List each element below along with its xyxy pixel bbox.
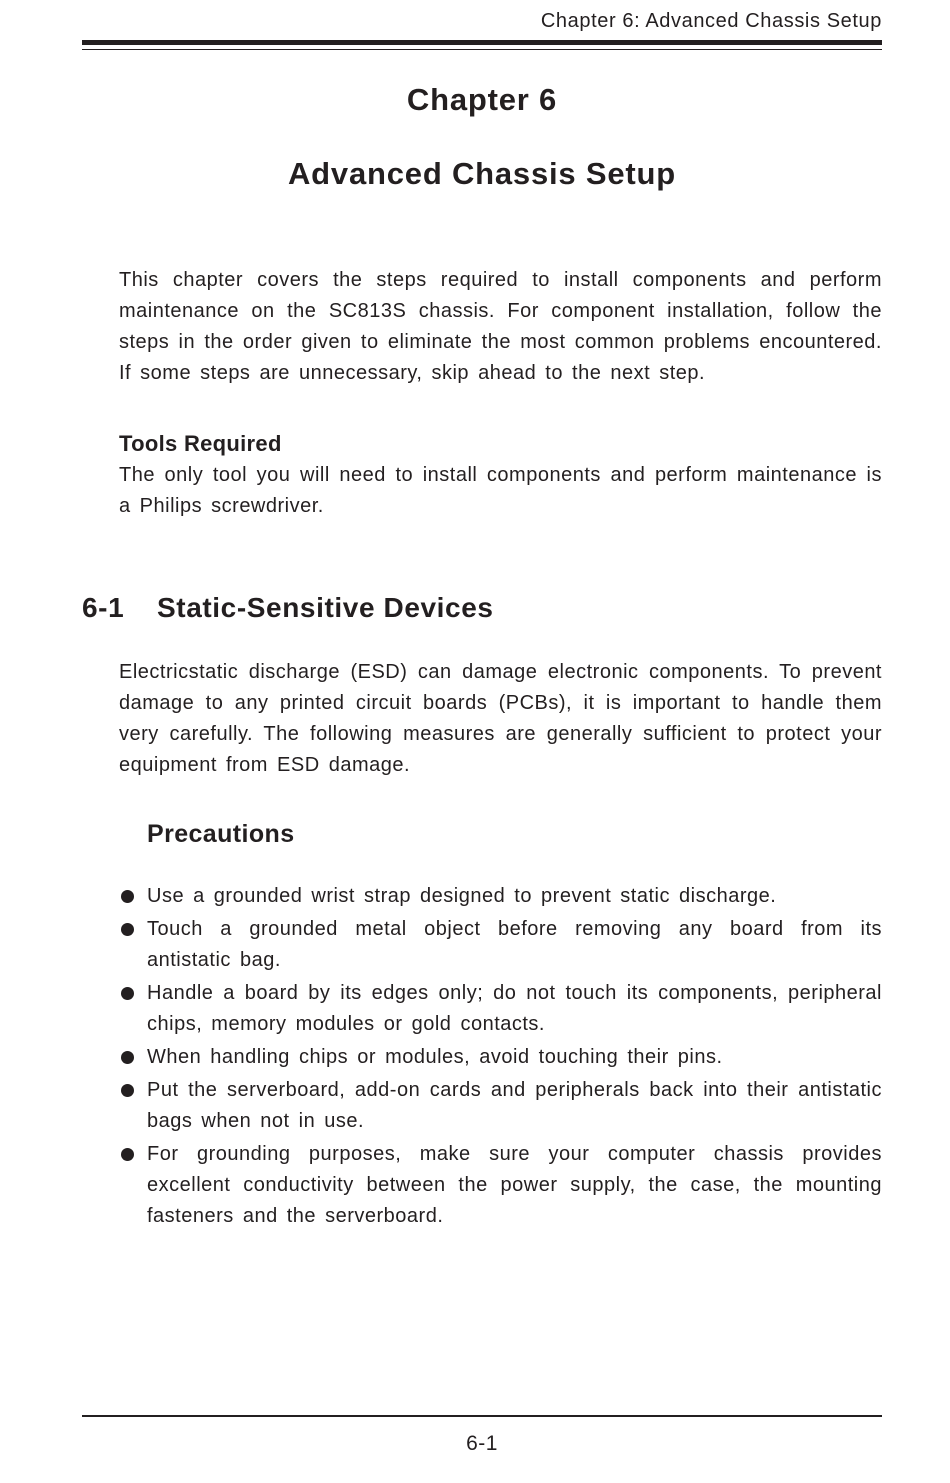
tools-heading: Tools Required: [119, 431, 282, 456]
section-heading: [82, 592, 494, 624]
list-item: [119, 1042, 882, 1073]
bullet-icon: [121, 987, 134, 1000]
intro-paragraph: This chapter covers the steps required to install components and perform maintenance on the SC813S chassis. For component installation, follow the steps in the order given to eliminate the most common problems encountered. If some steps are unnecessary, skip ahead to the next step.: [119, 269, 882, 384]
footer-rule: [82, 1415, 882, 1417]
header-rule-thin: [82, 49, 882, 50]
list-item-text: Touch a grounded metal object before removing any board from its antistatic bag.: [147, 918, 882, 971]
bullet-icon: [121, 1051, 134, 1064]
bullet-icon: [121, 1148, 134, 1161]
running-header: Chapter 6: Advanced Chassis Setup: [540, 10, 882, 32]
list-item: [119, 978, 882, 1040]
section-title: Static-Sensitive Devices: [157, 592, 494, 623]
list-item-text: Put the serverboard, add-on cards and peripherals back into their antistatic bags when not in use.: [147, 1079, 882, 1132]
header-rule-thick: [82, 40, 882, 45]
precautions-list: [119, 881, 882, 1234]
section-paragraph: Electricstatic discharge (ESD) can damage electronic components. To prevent damage to any printed circuit boards (PCBs), it is important to handle them very carefully. The following measures are generally sufficient to protect your equipment from ESD damage.: [119, 661, 882, 776]
bullet-icon: [121, 1084, 134, 1097]
list-item-text: For grounding purposes, make sure your computer chassis provides excellent conductivity between the power supply, the case, the mounting fasteners and the serverboard.: [147, 1143, 882, 1227]
list-item-text: Use a grounded wrist strap designed to prevent static discharge.: [147, 885, 777, 907]
list-item: [119, 1075, 882, 1137]
list-item: [119, 914, 882, 976]
section-number: 6-1: [82, 592, 125, 623]
page-number: 6-1: [466, 1432, 498, 1455]
chapter-title: Advanced Chassis Setup: [288, 156, 676, 191]
precautions-heading: Precautions: [147, 820, 295, 848]
tools-paragraph: The only tool you will need to install components and perform maintenance is a Philips screwdriver.: [119, 464, 882, 517]
bullet-icon: [121, 923, 134, 936]
list-item-text: Handle a board by its edges only; do not touch its components, peripheral chips, memory modules or gold contacts.: [147, 982, 882, 1035]
bullet-icon: [121, 890, 134, 903]
list-item: [119, 1139, 882, 1232]
chapter-number: Chapter 6: [406, 82, 558, 117]
list-item-text: When handling chips or modules, avoid touching their pins.: [147, 1046, 723, 1068]
list-item: [119, 881, 882, 912]
